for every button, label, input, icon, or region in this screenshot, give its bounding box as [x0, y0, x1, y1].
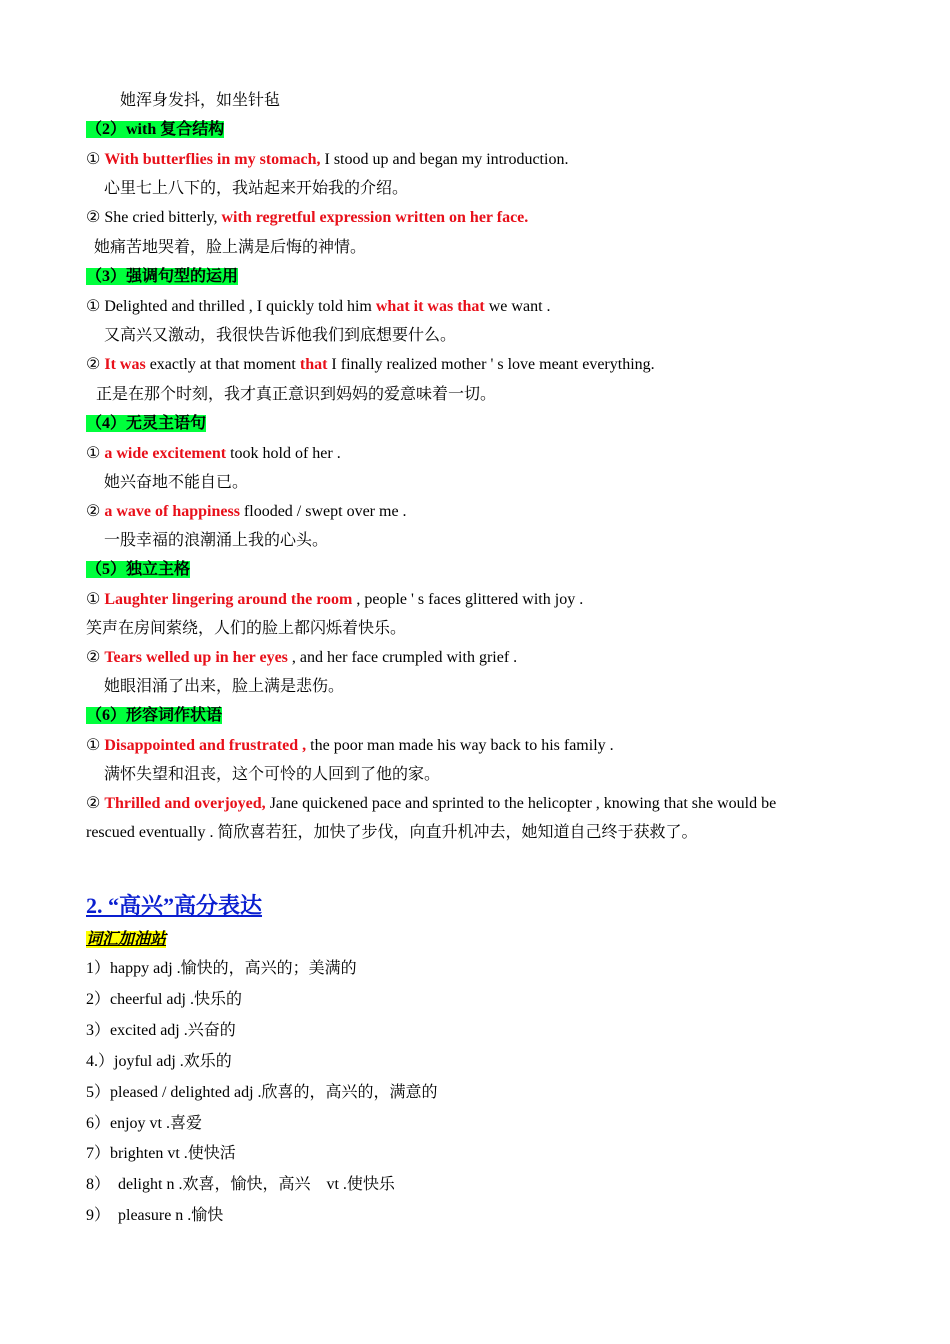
highlight-phrase: Tears welled up in her eyes — [104, 649, 288, 666]
vocab-item: 5）pleased / delighted adj .欣喜的，高兴的，满意的 — [86, 1084, 438, 1101]
highlight-phrase: Thrilled and overjoyed, — [104, 795, 266, 812]
sentence-rest: flooded / swept over me . — [239, 503, 407, 520]
highlight-phrase: what it was that — [375, 298, 485, 315]
example-sentence — [86, 207, 528, 229]
example-sentence — [86, 443, 341, 465]
example-translation: 心里七上八下的，我站起来开始我的介绍。 — [104, 180, 409, 197]
subheading-text: （6）形容词作状语 — [86, 707, 223, 724]
example-sentence-continued: rescued eventually . 简欣喜若狂，加快了步伐，向直升机冲去，她知道自己终于获救了。 — [86, 824, 698, 841]
highlight-phrase: With butterflies in my stomach, — [104, 151, 321, 168]
subheading-emphasis — [86, 266, 238, 288]
sentence-rest: the poor man made his way back to his family . — [306, 737, 614, 754]
example-translation: 她兴奋地不能自已。 — [104, 474, 249, 491]
highlight-phrase: Disappointed and frustrated , — [104, 737, 307, 754]
circled-number: ① — [86, 445, 101, 462]
example-sentence — [86, 296, 551, 318]
vocab-item: 7）brighten vt .使快活 — [86, 1145, 236, 1162]
circled-number: ② — [86, 209, 101, 226]
example-translation: 满怀失望和沮丧，这个可怜的人回到了他的家。 — [104, 766, 441, 783]
subheading-text: （3）强调句型的运用 — [86, 268, 239, 285]
subheading-with-structure — [86, 119, 224, 141]
example-sentence — [86, 647, 517, 669]
example-sentence — [86, 149, 568, 171]
sentence-rest: I finally realized mother ' s love meant everything. — [327, 356, 655, 373]
example-translation: 她浑身发抖，如坐针毡 — [120, 92, 281, 109]
highlight-phrase: a wide excitement — [104, 445, 227, 462]
highlight-phrase: that — [299, 356, 328, 373]
vocab-item: 1）happy adj .愉快的，高兴的；美满的 — [86, 960, 357, 977]
example-translation: 又高兴又激动，我很快告诉他我们到底想要什么。 — [104, 327, 457, 344]
example-sentence — [86, 354, 655, 376]
circled-number: ② — [86, 795, 101, 812]
vocab-item: 2）cheerful adj .快乐的 — [86, 991, 242, 1008]
vocab-item: 9） pleasure n .愉快 — [86, 1207, 224, 1224]
sentence-rest: , people ' s faces glittered with joy . — [352, 591, 584, 608]
example-translation: 正是在那个时刻，我才真正意识到妈妈的爱意味着一切。 — [96, 386, 497, 403]
example-sentence — [86, 501, 407, 523]
highlight-phrase: Laughter lingering around the room — [104, 591, 353, 608]
circled-number: ② — [86, 649, 101, 666]
sentence-rest: took hold of her . — [226, 445, 341, 462]
circled-number: ① — [86, 298, 101, 315]
subheading-adjective-adverbial — [86, 705, 222, 727]
subheading-text: （4）无灵主语句 — [86, 415, 207, 432]
sentence-pre: She cried bitterly, — [100, 209, 222, 226]
vocab-item: 8） delight n .欢喜，愉快，高兴 vt .使快乐 — [86, 1176, 395, 1193]
sentence-mid: exactly at that moment — [145, 356, 300, 373]
highlight-phrase: a wave of happiness — [104, 503, 240, 520]
highlight-phrase: It was — [104, 356, 146, 373]
example-translation: 一股幸福的浪潮涌上我的心头。 — [104, 532, 329, 549]
subheading-text: （5）独立主格 — [86, 561, 191, 578]
example-sentence — [86, 735, 614, 757]
example-sentence — [86, 793, 776, 815]
sentence-pre: Delighted and thrilled , I quickly told him — [100, 298, 376, 315]
vocab-item: 6）enjoy vt .喜爱 — [86, 1115, 202, 1132]
example-sentence — [86, 589, 583, 611]
vocab-label-text: 词汇加油站 — [86, 931, 167, 948]
section-heading: 2. “高兴”高分表达 — [86, 893, 263, 918]
circled-number: ① — [86, 591, 101, 608]
sentence-rest: Jane quickened pace and sprinted to the helicopter , knowing that she would be — [265, 795, 777, 812]
circled-number: ① — [86, 151, 101, 168]
circled-number: ① — [86, 737, 101, 754]
vocab-label — [86, 929, 166, 951]
example-translation: 她痛苦地哭着，脸上满是后悔的神情。 — [94, 239, 367, 256]
sentence-rest: I stood up and began my introduction. — [320, 151, 569, 168]
vocab-item: 3）excited adj .兴奋的 — [86, 1022, 236, 1039]
highlight-phrase: with regretful expression written on her face. — [221, 209, 529, 226]
sentence-rest: we want . — [484, 298, 551, 315]
circled-number: ② — [86, 356, 101, 373]
sentence-rest: , and her face crumpled with grief . — [287, 649, 518, 666]
subheading-absolute-construction — [86, 559, 190, 581]
circled-number: ② — [86, 503, 101, 520]
subheading-text: （2）with 复合结构 — [86, 121, 225, 138]
example-translation: 笑声在房间萦绕，人们的脸上都闪烁着快乐。 — [86, 620, 407, 637]
subheading-inanimate-subject — [86, 413, 206, 435]
example-translation: 她眼泪涌了出来，脸上满是悲伤。 — [104, 678, 345, 695]
vocab-item: 4.）joyful adj .欢乐的 — [86, 1053, 232, 1070]
